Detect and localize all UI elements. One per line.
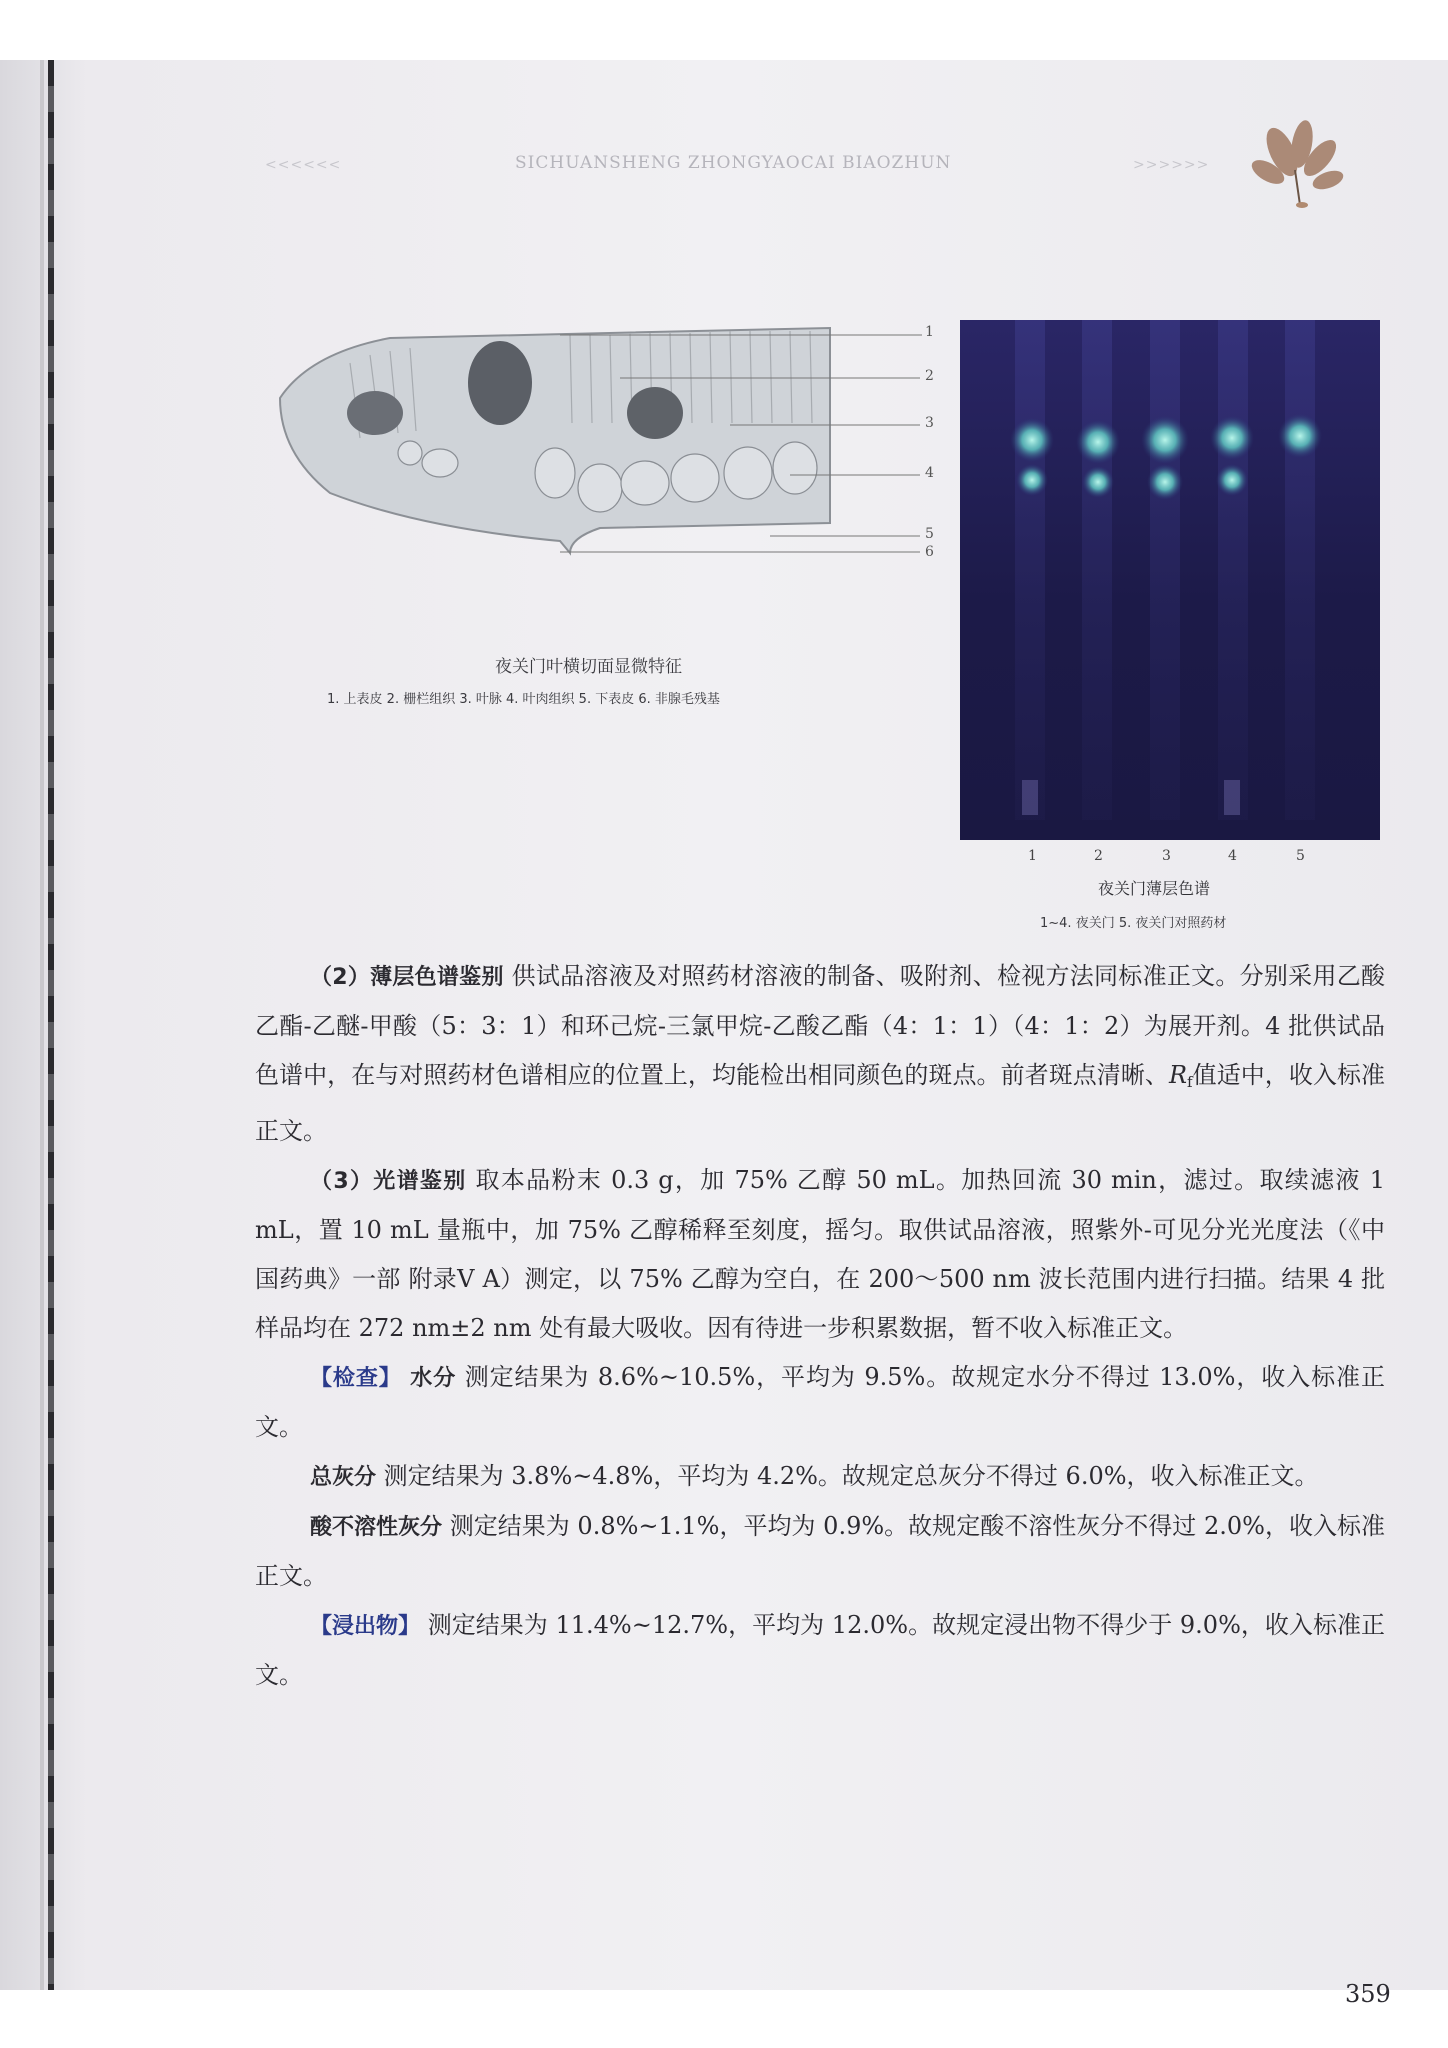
micrograph-caption: 夜关门叶横切面显微特征	[495, 657, 682, 677]
heading-acid-insoluble-ash: 酸不溶性灰分	[310, 1515, 443, 1540]
callout-lines	[560, 330, 940, 630]
paragraph-acid-insoluble-ash: 酸不溶性灰分 测定结果为 0.8%~1.1%，平均为 0.9%。故规定酸不溶性灰分不得过 2.0%，收入标准正文。	[255, 1512, 1385, 1590]
page-edge	[40, 60, 44, 1990]
leaf-logo-icon	[1240, 110, 1350, 210]
header-right-mark: >>>>>>	[1133, 157, 1210, 173]
tlc-plate-image	[960, 320, 1380, 840]
body-text	[255, 952, 1385, 1700]
book-page	[0, 60, 1448, 2008]
micrograph-legend: 1. 上表皮 2. 栅栏组织 3. 叶脉 4. 叶肉组织 5. 下表皮 6. 非腺毛残基	[327, 692, 720, 707]
header-left-mark: <<<<<<	[265, 157, 342, 173]
binding-thread	[48, 60, 54, 1990]
paragraph-spectral-identification: （3）光谱鉴别 取本品粉末 0.3 g，加 75% 乙醇 50 mL。加热回流 30 min，滤过。取续滤液 1 mL，置 10 mL 量瓶中，加 75% 乙醇稀释至刻度，摇匀。取供试品溶液，照紫外-可见分光光度法（《中国药典》一部 附录Ⅴ A）测定，以 75% 乙醇为空白，在 200～500 nm 波长范围内进行扫描。结果 4 批样品均在 272 nm±2 nm 处有最大吸收。因有待进一步积累数据，暂不收入标准正文。	[255, 1166, 1385, 1342]
lane-4: 4	[1228, 848, 1237, 864]
tlc-caption: 夜关门薄层色谱	[1098, 879, 1211, 898]
running-header: SICHUANSHENG ZHONGYAOCAI BIAOZHUN	[515, 153, 952, 173]
paragraph-extract: 【浸出物】 测定结果为 11.4%~12.7%，平均为 12.0%。故规定浸出物不得少于 9.0%，收入标准正文。	[255, 1611, 1385, 1689]
callout-5: 5	[925, 526, 934, 542]
callout-2: 2	[925, 368, 934, 384]
heading-total-ash: 总灰分	[310, 1465, 377, 1490]
section-bracket-inspection: 【检查】	[310, 1366, 402, 1391]
paragraph-total-ash: 总灰分 测定结果为 3.8%~4.8%，平均为 4.2%。故规定总灰分不得过 6.0%，收入标准正文。	[310, 1462, 1319, 1490]
lane-3: 3	[1162, 848, 1171, 864]
section-bracket-extract: 【浸出物】	[310, 1614, 421, 1639]
section-heading-tlc: （2）薄层色谱鉴别	[310, 965, 504, 990]
callout-4: 4	[925, 465, 934, 481]
tlc-lane-numbers	[960, 848, 1380, 868]
section-heading-spectral: （3）光谱鉴别	[310, 1169, 467, 1194]
callout-3: 3	[925, 415, 934, 431]
lane-5: 5	[1296, 848, 1305, 864]
callout-1: 1	[925, 324, 934, 340]
page-number: 359	[1345, 1980, 1391, 2008]
paragraph-inspection-moisture: 【检查】 水分 测定结果为 8.6%~10.5%，平均为 9.5%。故规定水分不得过 13.0%，收入标准正文。	[255, 1363, 1385, 1441]
paragraph-tlc-identification: （2）薄层色谱鉴别 供试品溶液及对照药材溶液的制备、吸附剂、检视方法同标准正文。分别采用乙酸乙酯-乙醚-甲酸（5：3：1）和环己烷-三氯甲烷-乙酸乙酯（4：1：1）（4：1：2）为展开剂。4 批供试品色谱中，在与对照药材色谱相应的位置上，均能检出相同颜色的斑点。前者斑点清晰、$R_f$值适中，收入标准正文。	[255, 962, 1386, 1145]
callout-6: 6	[925, 544, 934, 560]
tlc-legend: 1~4. 夜关门 5. 夜关门对照药材	[1040, 916, 1227, 931]
heading-moisture: 水分	[401, 1366, 457, 1391]
lane-2: 2	[1094, 848, 1103, 864]
lane-1: 1	[1028, 848, 1037, 864]
